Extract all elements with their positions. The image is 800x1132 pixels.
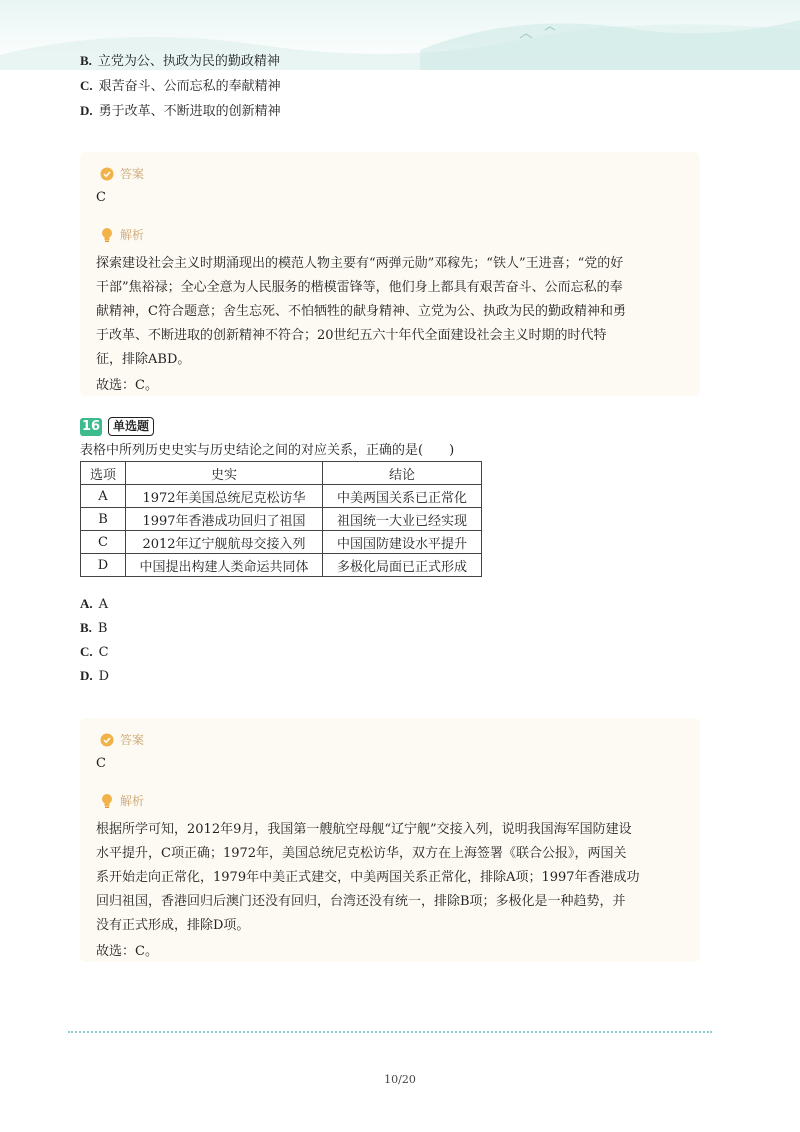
- table-row: [81, 531, 482, 554]
- conclusion: 故选：C。: [96, 944, 158, 959]
- table-cell: 多极化局面已正式形成: [323, 554, 482, 577]
- analysis-line: 于改革、不断进取的创新精神不符合；20世纪五六十年代全面建设社会主义时期的时代特: [96, 328, 607, 343]
- analysis-line: 系开始走向正常化，1979年中美正式建交，中美两国关系正常化，排除A项；1997年香港成功: [96, 870, 640, 885]
- check-badge-icon: [100, 733, 114, 747]
- prev-answer-box: [80, 152, 700, 396]
- answer-label: [100, 165, 144, 182]
- table-header: 史实: [126, 462, 323, 485]
- option-letter: A.: [80, 596, 93, 611]
- option-text: 立党为公、执政为民的勤政精神: [97, 54, 280, 69]
- option-d: [80, 667, 109, 686]
- prev-option-c: [80, 77, 281, 96]
- option-letter: B.: [80, 620, 92, 635]
- table-cell: D: [81, 554, 126, 577]
- analysis-line: 回归祖国，香港回归后澳门还没有回归，台湾还没有统一，排除B项；多极化是一种趋势，并: [96, 894, 626, 909]
- prev-option-b: [80, 52, 280, 71]
- option-letter: D.: [80, 103, 93, 118]
- table-cell: C: [81, 531, 126, 554]
- option-letter: D.: [80, 668, 93, 683]
- option-text: B: [97, 621, 108, 636]
- table-cell: 2012年辽宁舰航母交接入列: [126, 531, 323, 554]
- option-text: C: [98, 645, 109, 660]
- conclusion: 故选：C。: [96, 378, 158, 393]
- option-c: [80, 643, 109, 662]
- analysis-line: 水平提升，C项正确；1972年，美国总统尼克松访华，双方在上海签署《联合公报》，两国关: [96, 846, 627, 861]
- page-number: 10/20: [384, 1073, 416, 1086]
- analysis-text: [96, 818, 692, 938]
- footer-divider: [68, 1031, 712, 1033]
- analysis-line: 根据所学可知，2012年9月，我国第一艘航空母舰“辽宁舰”交接入列，说明我国海军国防建设: [96, 822, 632, 837]
- table-cell: 祖国统一大业已经实现: [323, 508, 482, 531]
- prev-option-d: [80, 102, 281, 121]
- answer-box: [80, 718, 700, 962]
- table-cell: 中国提出构建人类命运共同体: [126, 554, 323, 577]
- analysis-label: [100, 226, 144, 243]
- question-stem: 表格中所列历史史实与历史结论之间的对应关系，正确的是( ): [80, 443, 455, 458]
- table-row: [81, 485, 482, 508]
- table-cell: 1972年美国总统尼克松访华: [126, 485, 323, 508]
- table-header: 选项: [81, 462, 126, 485]
- answer-label: [100, 731, 144, 748]
- analysis-line: 探索建设社会主义时期涌现出的模范人物主要有“两弹元勋”邓稼先；“铁人”王进喜；“党的好: [96, 256, 624, 271]
- option-text: A: [98, 597, 109, 612]
- analysis-text: [96, 252, 692, 372]
- question-number: 16: [81, 419, 101, 434]
- table-header-row: [81, 462, 482, 485]
- analysis-label-text: 解析: [120, 794, 145, 808]
- lightbulb-icon: [100, 793, 114, 809]
- answer-label-text: 答案: [120, 733, 145, 747]
- table-header: 结论: [323, 462, 482, 485]
- answer-label-text: 答案: [120, 167, 145, 181]
- analysis-label-text: 解析: [120, 228, 145, 242]
- option-text: 勇于改革、不断进取的创新精神: [98, 104, 281, 119]
- option-text: 艰苦奋斗、公而忘私的奉献精神: [98, 79, 281, 94]
- option-letter: C.: [80, 78, 93, 93]
- analysis-label: [100, 792, 144, 809]
- table-cell: 中国国防建设水平提升: [323, 531, 482, 554]
- analysis-line: 没有正式形成，排除D项。: [96, 918, 250, 933]
- option-letter: C.: [80, 644, 93, 659]
- lightbulb-icon: [100, 227, 114, 243]
- answer-value: C: [96, 756, 106, 771]
- analysis-line: 献精神，C符合题意；舍生忘死、不怕牺牲的献身精神、立党为公、执政为民的勤政精神和勇: [96, 304, 626, 319]
- table-cell: 中美两国关系已正常化: [323, 485, 482, 508]
- table-cell: 1997年香港成功回归了祖国: [126, 508, 323, 531]
- table-row: [81, 508, 482, 531]
- analysis-line: 干部”焦裕禄；全心全意为人民服务的楷模雷锋等，他们身上都具有艰苦奋斗、公而忘私的奉: [96, 280, 623, 295]
- option-text: D: [98, 669, 110, 684]
- facts-table: [80, 461, 482, 577]
- option-a: [80, 595, 108, 614]
- table-cell: A: [81, 485, 126, 508]
- question-type-badge: 单选题: [108, 417, 154, 436]
- option-letter: B.: [80, 53, 92, 68]
- table-cell: B: [81, 508, 126, 531]
- analysis-line: 征，排除ABD。: [96, 352, 191, 367]
- answer-value: C: [96, 190, 106, 205]
- option-b: [80, 619, 107, 638]
- check-badge-icon: [100, 167, 114, 181]
- table-row: [81, 554, 482, 577]
